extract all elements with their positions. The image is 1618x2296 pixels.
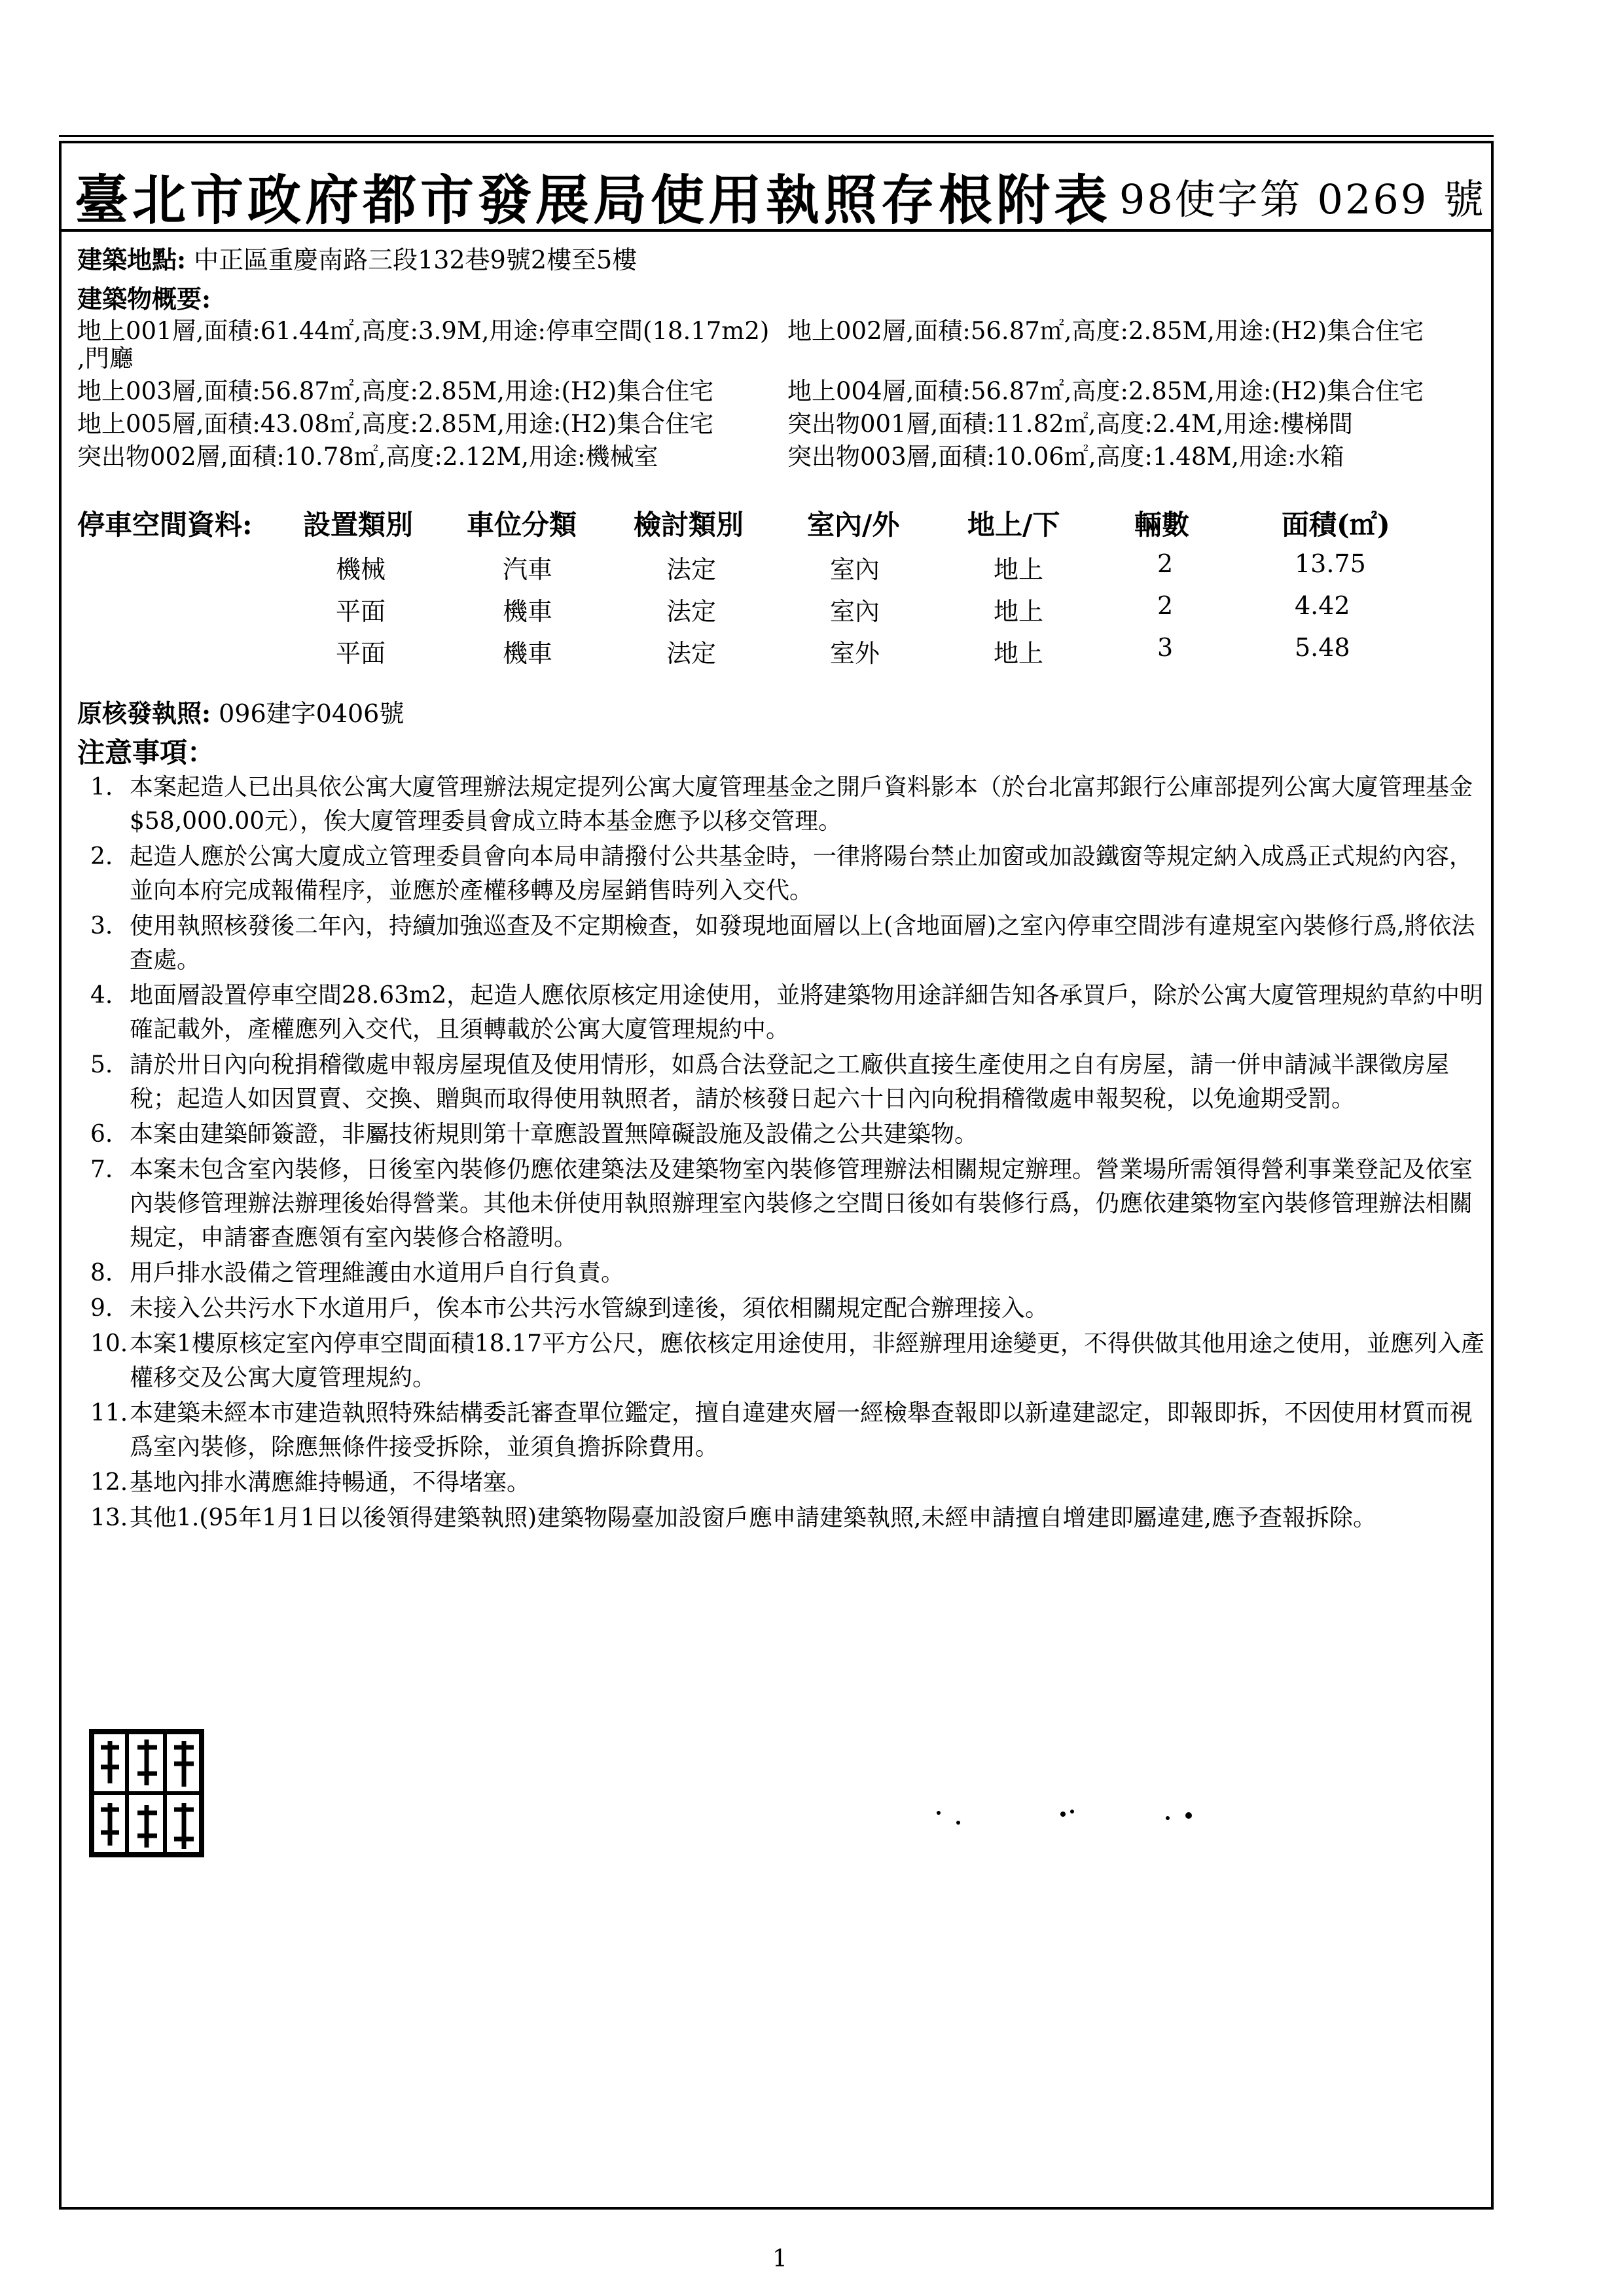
note-text: 本建築未經本市建造執照特殊結構委託審查單位鑑定，擅自違建夾層一經檢舉查報即以新違建認定，即報即拆，不因使用材質而視爲室內裝修，除應無條件接受拆除，並須負擔拆除費用。 [130, 1400, 1473, 1461]
parking-cell: 汽車 [503, 555, 553, 584]
title-row [62, 143, 1491, 232]
floor-item: ,門廳 [77, 344, 134, 373]
note-number: 6. [90, 1121, 113, 1148]
parking-cell: 機車 [503, 597, 553, 626]
list-item [90, 1292, 1491, 1326]
note-text: 基地內排水溝應維持暢通，不得堵塞。 [130, 1469, 531, 1496]
parking-cell: 2 [1157, 549, 1174, 578]
table-row [77, 633, 1484, 674]
parking-cell: 法定 [666, 597, 717, 626]
floor-item: 地上001層,面積:61.44㎡,高度:3.9M,用途:停車空間(18.17m2) [77, 317, 770, 345]
note-text: 地面層設置停車空間28.63m2，起造人應依原核定用途使用，並將建築物用途詳細告知各承買戶，除於公寓大廈管理規約草約中明確記載外，產權應列入交代，且須轉載於公寓大廈管理規約中。 [130, 982, 1484, 1043]
list-item [90, 1048, 1491, 1116]
floor-item: 突出物002層,面積:10.78㎡,高度:2.12M,用途:機械室 [77, 443, 658, 471]
parking-cell: 法定 [666, 639, 717, 668]
floor-item: 突出物003層,面積:10.06㎡,高度:1.48M,用途:水箱 [787, 443, 1344, 471]
note-number: 8. [90, 1260, 113, 1286]
notes-list [90, 771, 1491, 1537]
parking-cell: 地上 [994, 555, 1044, 584]
parking-cell: 地上 [994, 597, 1044, 626]
note-text: 使用執照核發後二年內，持續加強巡查及不定期檢查，如發現地面層以上(含地面層)之室內停車空間涉有違規室內裝修行爲,將依法查處。 [130, 913, 1475, 974]
original-permit-value: 096建字0406號 [219, 699, 404, 728]
note-text: 本案未包含室內裝修，日後室內裝修仍應依建築法及建築物室內裝修管理辦法相關規定辦理。營業場所需領得營利事業登記及依室內裝修管理辦法辦理後始得營業。其他未併使用執照辦理室內裝修之空間日後如有裝修行爲，仍應依建築物室內裝修管理辦法相關規定，申請審查應領有室內裝修合格證明。 [130, 1156, 1473, 1251]
note-number: 7. [90, 1156, 113, 1183]
note-number: 13. [90, 1504, 128, 1531]
list-item [90, 909, 1491, 977]
parking-cell: 室內 [830, 597, 880, 626]
list-item [90, 1256, 1491, 1290]
parking-cell: 室外 [830, 639, 880, 668]
note-number: 10. [90, 1330, 128, 1357]
parking-cell: 4.42 [1295, 591, 1350, 620]
note-text: 其他1.(95年1月1日以後領得建築執照)建築物陽臺加設窗戶應申請建築執照,未經申請擅自增建即屬違建,應予查報拆除。 [130, 1504, 1376, 1531]
note-number: 9. [90, 1295, 113, 1322]
note-text: 用戶排水設備之管理維護由水道用戶自行負責。 [130, 1260, 625, 1286]
parking-header [77, 503, 1484, 543]
note-number: 12. [90, 1469, 128, 1496]
list-item [90, 1118, 1491, 1152]
note-number: 11. [90, 1400, 128, 1427]
scan-speckles [932, 1806, 1272, 1832]
note-text: 本案起造人已出具依公寓大廈管理辦法規定提列公寓大廈管理基金之開戶資料影本（於台北富邦銀行公庫部提列公寓大廈管理基金$58,000.00元），俟大廈管理委員會成立時本基金應予以移交管理。 [130, 774, 1473, 835]
original-permit-label: 原核發執照: [77, 699, 211, 728]
parking-header-cell: 室內/外 [807, 509, 900, 541]
document-frame [59, 141, 1494, 2210]
overview-label: 建築物概要: [77, 284, 211, 314]
parking-cell: 3 [1157, 633, 1174, 662]
notes-label: 注意事項： [77, 737, 215, 769]
list-item [90, 1327, 1491, 1395]
floor-item: 地上005層,面積:43.08㎡,高度:2.85M,用途:(H2)集合住宅 [77, 410, 714, 438]
parking-cell: 平面 [336, 639, 386, 668]
note-text: 未接入公共污水下水道用戶，俟本市公共污水管線到達後，須依相關規定配合辦理接入。 [130, 1295, 1049, 1322]
parking-header-cell: 檢討類別 [634, 509, 744, 541]
table-row [77, 591, 1484, 632]
note-number: 3. [90, 913, 113, 939]
parking-cell: 2 [1157, 591, 1174, 620]
official-seal-stamp [88, 1728, 206, 1859]
list-item [90, 1501, 1491, 1535]
list-item [90, 1153, 1491, 1255]
floor-item: 地上002層,面積:56.87㎡,高度:2.85M,用途:(H2)集合住宅 [787, 317, 1424, 345]
parking-cell: 機車 [503, 639, 553, 668]
parking-cell: 平面 [336, 597, 386, 626]
document-title: 臺北市政府都市發展局使用執照存根附表 [75, 169, 1112, 232]
floor-item: 地上003層,面積:56.87㎡,高度:2.85M,用途:(H2)集合住宅 [77, 377, 714, 405]
parking-cell: 13.75 [1295, 549, 1366, 578]
parking-header-cell: 面積(㎡) [1282, 509, 1390, 541]
note-number: 2. [90, 843, 113, 870]
floor-item: 地上004層,面積:56.87㎡,高度:2.85M,用途:(H2)集合住宅 [787, 377, 1424, 405]
parking-cell: 地上 [994, 639, 1044, 668]
list-item [90, 1466, 1491, 1500]
note-number: 4. [90, 982, 113, 1009]
note-text: 本案由建築師簽證，非屬技術規則第十章應設置無障礙設施及設備之公共建築物。 [130, 1121, 979, 1148]
parking-cell: 法定 [666, 555, 717, 584]
page-number: 1 [772, 2246, 787, 2272]
list-item [90, 979, 1491, 1047]
floor-item: 突出物001層,面積:11.82㎡,高度:2.4M,用途:樓梯間 [787, 410, 1353, 438]
original-permit-line [77, 693, 404, 729]
top-rule [59, 135, 1494, 137]
parking-header-cell: 車位分類 [467, 509, 577, 541]
parking-cell: 室內 [830, 555, 880, 584]
note-number: 5. [90, 1051, 113, 1078]
list-item [90, 840, 1491, 908]
address-label: 建築地點: [77, 245, 187, 274]
note-text: 起造人應於公寓大廈成立管理委員會向本局申請撥付公共基金時，一律將陽台禁止加窗或加設鐵窗等規定納入成爲正式規約內容，並向本府完成報備程序，並應於產權移轉及房屋銷售時列入交代。 [130, 843, 1473, 904]
note-text: 請於卅日內向稅捐稽徵處申報房屋現值及使用情形，如爲合法登記之工廠供直接生產使用之自有房屋，請一併申請減半課徵房屋稅；起造人如因買賣、交換、贈與而取得使用執照者，請於核發日起六十日內向稅捐稽徵處申報契稅，以免逾期受罰。 [130, 1051, 1450, 1112]
address-value: 中正區重慶南路三段132巷9號2樓至5樓 [194, 246, 638, 274]
parking-cell: 5.48 [1295, 633, 1350, 662]
note-number: 1. [90, 774, 113, 801]
list-item [90, 771, 1491, 839]
parking-cell: 機械 [336, 555, 386, 584]
address-line [77, 242, 637, 278]
parking-header-cell: 地上/下 [967, 509, 1060, 541]
parking-label: 停車空間資料: [77, 509, 253, 541]
list-item [90, 1396, 1491, 1465]
parking-header-cell: 輛數 [1134, 509, 1190, 541]
note-text: 本案1樓原核定室內停車空間面積18.17平方公尺，應依核定用途使用，非經辦理用途變更，不得供做其他用途之使用，並應列入產權移交及公寓大廈管理規約。 [130, 1330, 1484, 1391]
table-row [77, 549, 1484, 590]
parking-header-cell: 設置類別 [303, 509, 414, 541]
permit-number: 98使字第 0269 號 [1119, 175, 1486, 223]
